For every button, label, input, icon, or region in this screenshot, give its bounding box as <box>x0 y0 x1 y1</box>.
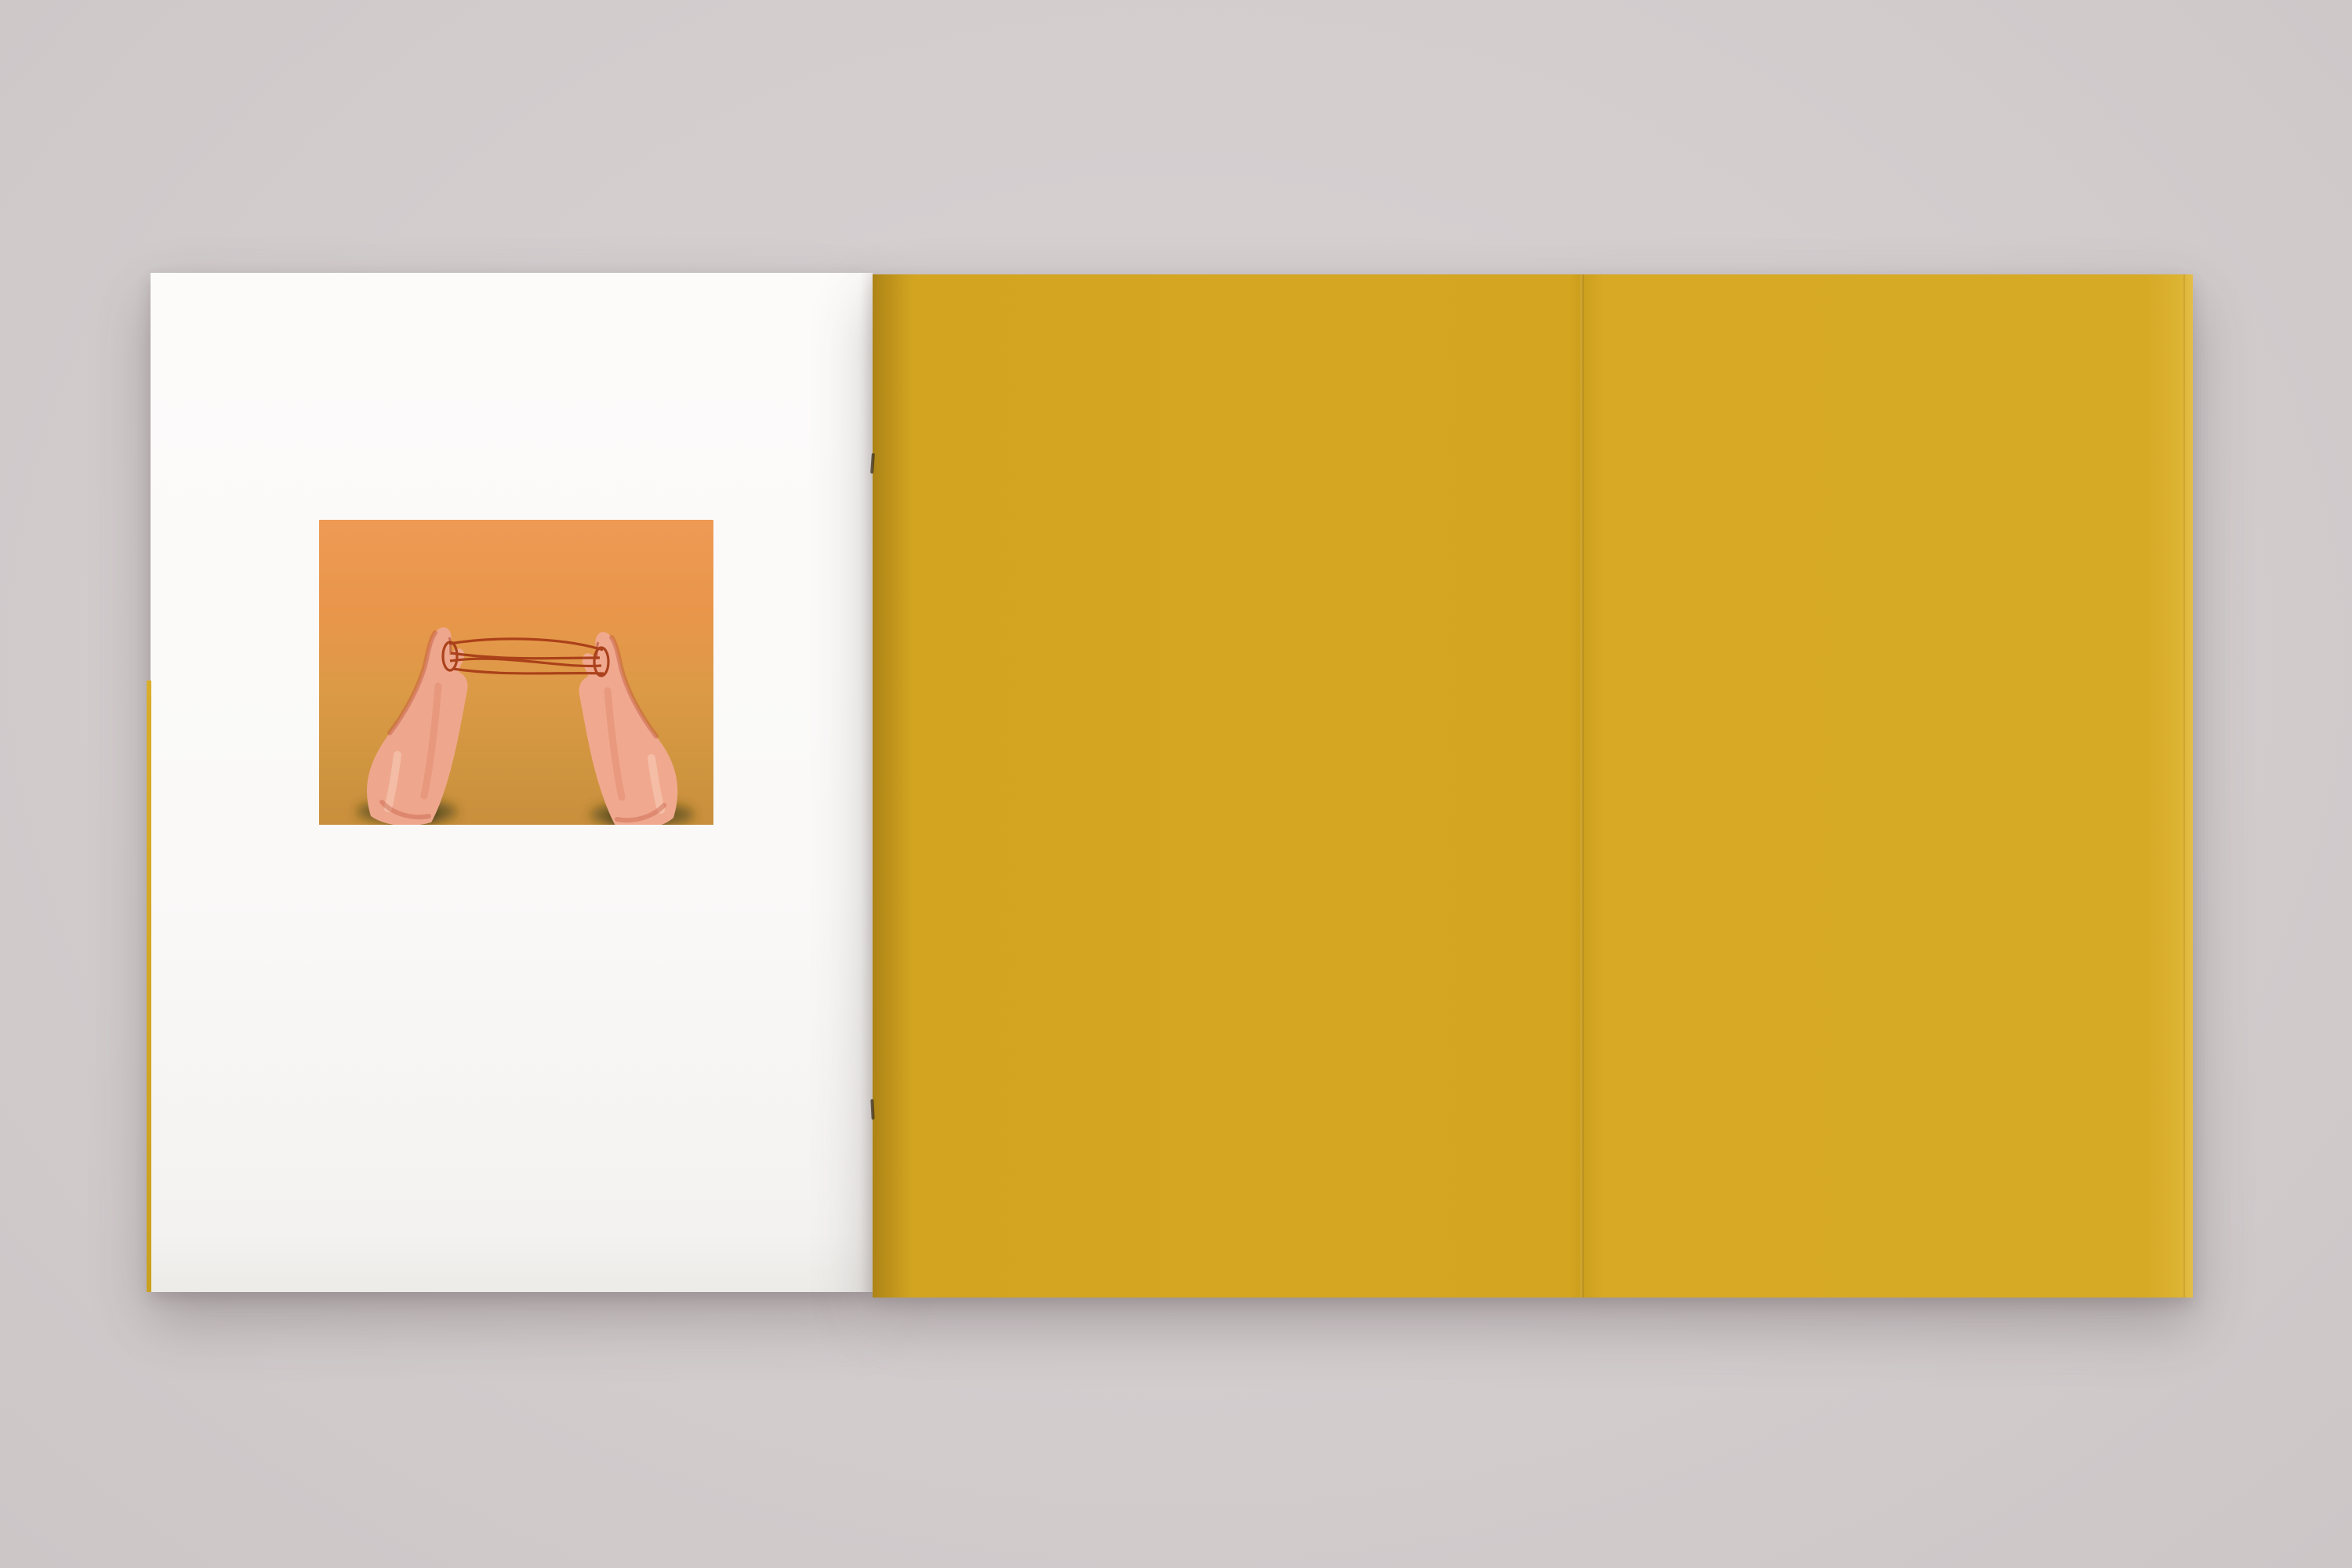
right-pages <box>873 274 2193 1298</box>
page-edge <box>2183 274 2185 1298</box>
artwork-caption <box>637 1149 864 1154</box>
artwork-feet-with-cats-cradle <box>319 520 713 825</box>
painting-image <box>319 520 713 825</box>
under-page-edge <box>147 681 151 1292</box>
gutter-shadow <box>873 274 913 1298</box>
left-page <box>151 273 873 1292</box>
page-fold <box>1581 274 1584 1298</box>
